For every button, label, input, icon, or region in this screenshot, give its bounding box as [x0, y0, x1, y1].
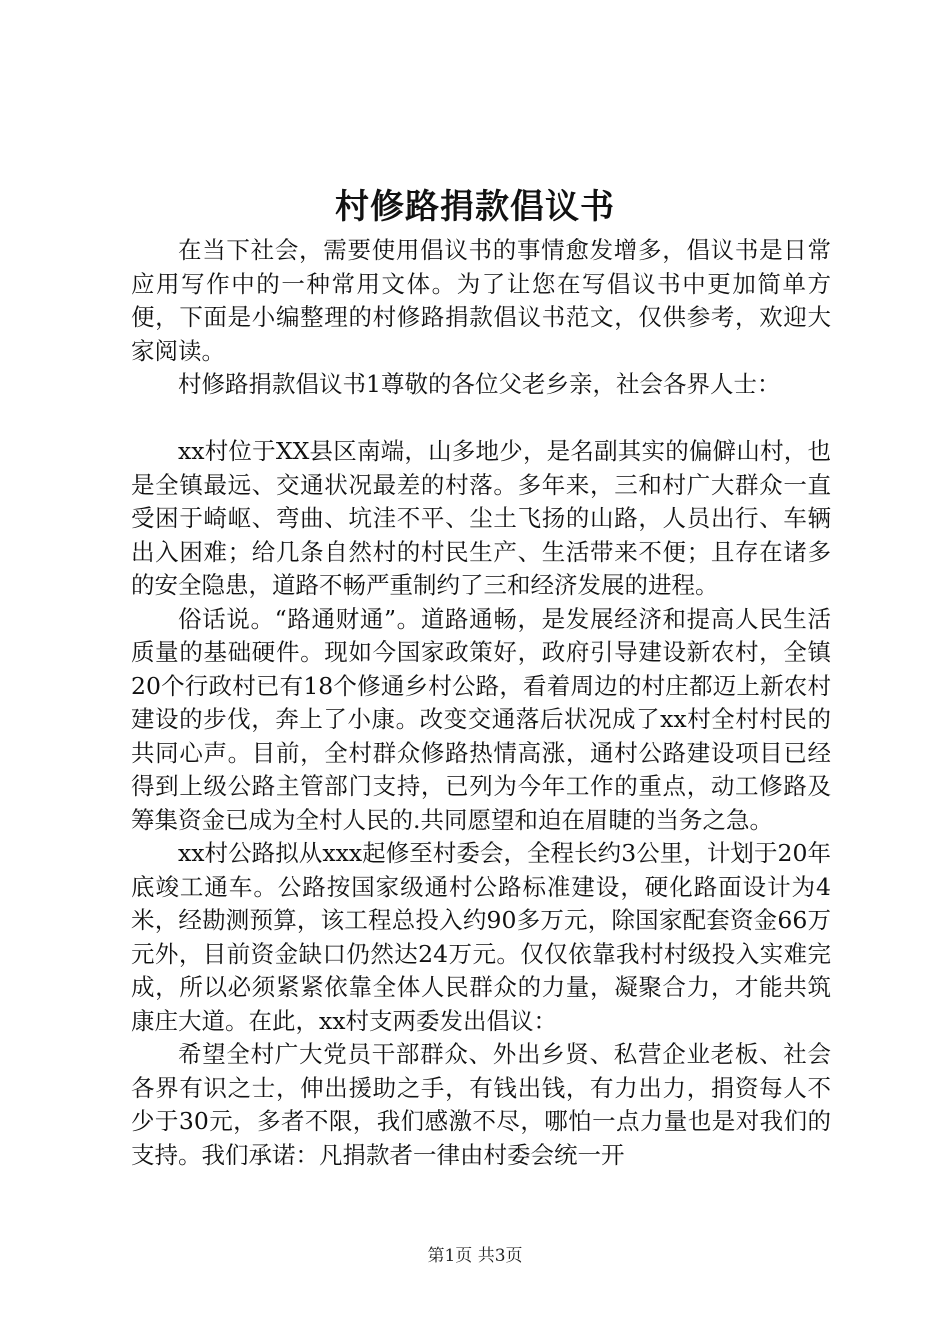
page-number: 第1页 共3页: [427, 1246, 523, 1266]
road-importance-paragraph: 俗话说。“路通财通”。道路通畅，是发展经济和提高人民生活质量的基础硬件。现如今国家政策好，政府引导建设新农村，全镇20个行政村已有18个修通乡村公路，看着周边的村庄都迈上新农村建设的步伐，奔上了小康。改变交通落后状况成了xx村全村村民的共同心声。目前，全村群众修路热情高涨，通村公路建设项目已经得到上级公路主管部门支持，已列为今年工作的重点，动工修路及筹集资金已成为全村人民的.共同愿望和迫在眉睫的当务之急。: [131, 604, 831, 834]
appeal-paragraph: 希望全村广大党员干部群众、外出乡贤、私营企业老板、社会各界有识之士，伸出援助之手，有钱出钱，有力出力，捐资每人不少于30元，多者不限，我们感激不尽，哪怕一点力量也是对我们的支持。我们承诺：凡捐款者一律由村委会统一开: [131, 1040, 831, 1169]
intro-paragraph: 在当下社会，需要使用倡议书的事情愈发增多，倡议书是日常应用写作中的一种常用文体。为了让您在写倡议书中更加简单方便，下面是小编整理的村修路捐款倡议书范文，仅供参考，欢迎大家阅读。: [131, 236, 831, 365]
salutation-paragraph: 村修路捐款倡议书1尊敬的各位父老乡亲，社会各界人士：: [178, 370, 781, 398]
document-title: 村修路捐款倡议书: [335, 187, 615, 227]
document-body: [131, 234, 831, 1172]
road-plan-paragraph: xx村公路拟从xxx起修至村委会，全程长约3公里，计划于20年底竣工通车。公路按国家级通村公路标准建设，硬化路面设计为4米，经勘测预算，该工程总投入约90多万元，除国家配套资金66万元外，目前资金缺口仍然达24万元。仅仅依靠我村村级投入实难完成，所以必须紧紧依靠全体人民群众的力量，凝聚合力，才能共筑康庄大道。在此，xx村支两委发出倡议：: [131, 839, 831, 1035]
village-description-paragraph: xx村位于XX县区南端，山多地少，是名副其实的偏僻山村，也是全镇最远、交通状况最差的村落。多年来，三和村广大群众一直受困于崎岖、弯曲、坑洼不平、尘土飞扬的山路，人员出行、车辆出入困难；给几条自然村的村民生产、生活带来不便；且存在诸多的安全隐患，道路不畅严重制约了三和经济发展的进程。: [131, 437, 831, 599]
